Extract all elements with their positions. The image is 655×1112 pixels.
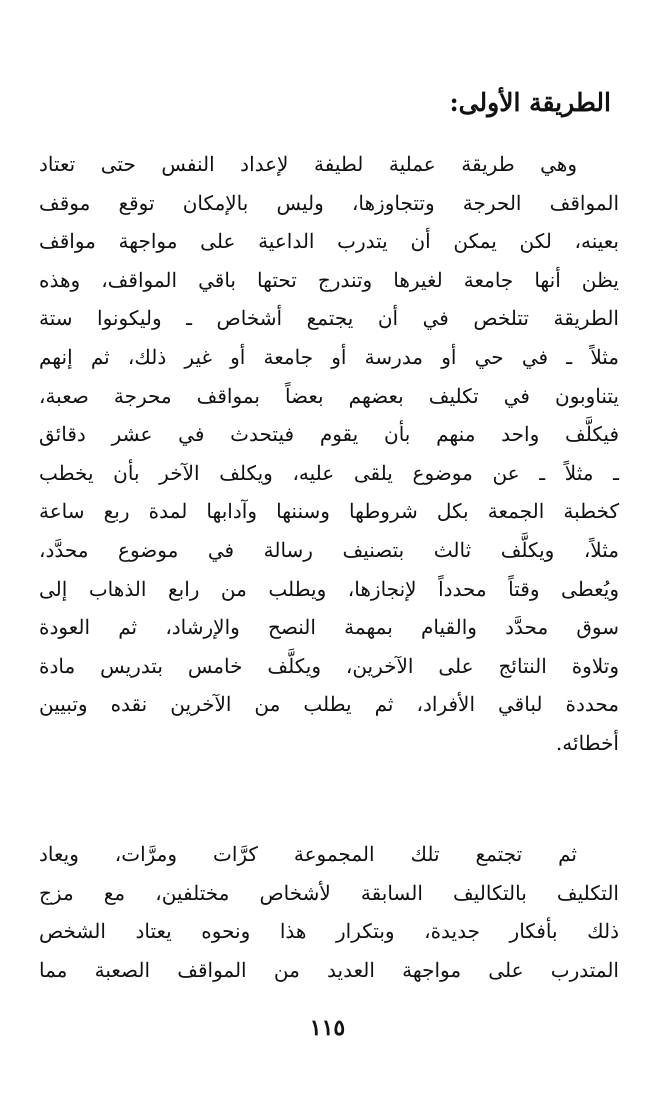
paragraph-line: مثلاً ـ في حي أو مدرسة أو جامعة أو غير ذلك، ثم إنهم: [39, 344, 619, 369]
section-heading: الطريقة الأولى:: [449, 88, 611, 117]
paragraph-2: [39, 835, 619, 989]
paragraph-line: سوق محدَّد والقيام بمهمة النصح والإرشاد، ثم العودة: [39, 615, 619, 640]
paragraph-line: بعينه، لكن يمكن أن يتدرب الداعية على مواجهة مواقف: [39, 229, 619, 254]
paragraph-line: وتلاوة النتائج على الآخرين، ويكلَّف خامس بتدريس مادة: [39, 653, 619, 678]
paragraph-line: المواقف الحرجة وتتجاوزها، وليس بالإمكان توقع موقف: [39, 190, 619, 215]
paragraph-line: وهي طريقة عملية لطيفة لإعداد النفس حتى تعتاد: [39, 152, 577, 176]
paragraph-1: [39, 145, 619, 763]
paragraph-line: الطريقة تتلخص في أن يجتمع أشخاص ـ وليكونوا ستة: [39, 306, 619, 331]
paragraph-line: ويُعطى وقتاً محدداً لإنجازها، ويطلب من رابع الذهاب إلى: [39, 576, 619, 601]
paragraph-line: أخطائه.: [555, 730, 619, 755]
paragraph-line: ثم تجتمع تلك المجموعة كرَّات ومرَّات، ويعاد: [39, 842, 577, 866]
paragraph-line: كخطبة الجمعة بكل شروطها وسننها وآدابها لمدة ربع ساعة: [39, 499, 619, 524]
paragraph-line: مثلاً، ويكلَّف ثالث بتصنيف رسالة في موضوع محدَّد،: [39, 537, 619, 562]
paragraph-line: محددة لباقي الأفراد، ثم يطلب من الآخرين نقده وتبيين: [39, 692, 619, 717]
paragraph-line: ذلك بأفكار جديدة، وبتكرار هذا ونحوه يعتاد الشخص: [39, 919, 619, 944]
paragraph-line: يتناوبون في تكليف بعضهم بعضاً بمواقف محرجة صعبة،: [39, 383, 619, 408]
paragraph-line: فيكلَّف واحد منهم بأن يقوم فيتحدث في عشر دقائق: [39, 422, 619, 447]
paragraph-line: التكليف بالتكاليف السابقة لأشخاص مختلفين، مع مزج: [39, 880, 619, 905]
paragraph-line: يظن أنها جامعة لغيرها وتندرج تحتها باقي المواقف، وهذه: [39, 267, 619, 292]
paragraph-line: المتدرب على مواجهة العديد من المواقف الصعبة مما: [39, 957, 619, 982]
paragraph-line: ـ مثلاً ـ عن موضوع يلقى عليه، ويكلف الآخر بأن يخطب: [39, 460, 619, 485]
page-number: ١١٥: [309, 1015, 346, 1041]
